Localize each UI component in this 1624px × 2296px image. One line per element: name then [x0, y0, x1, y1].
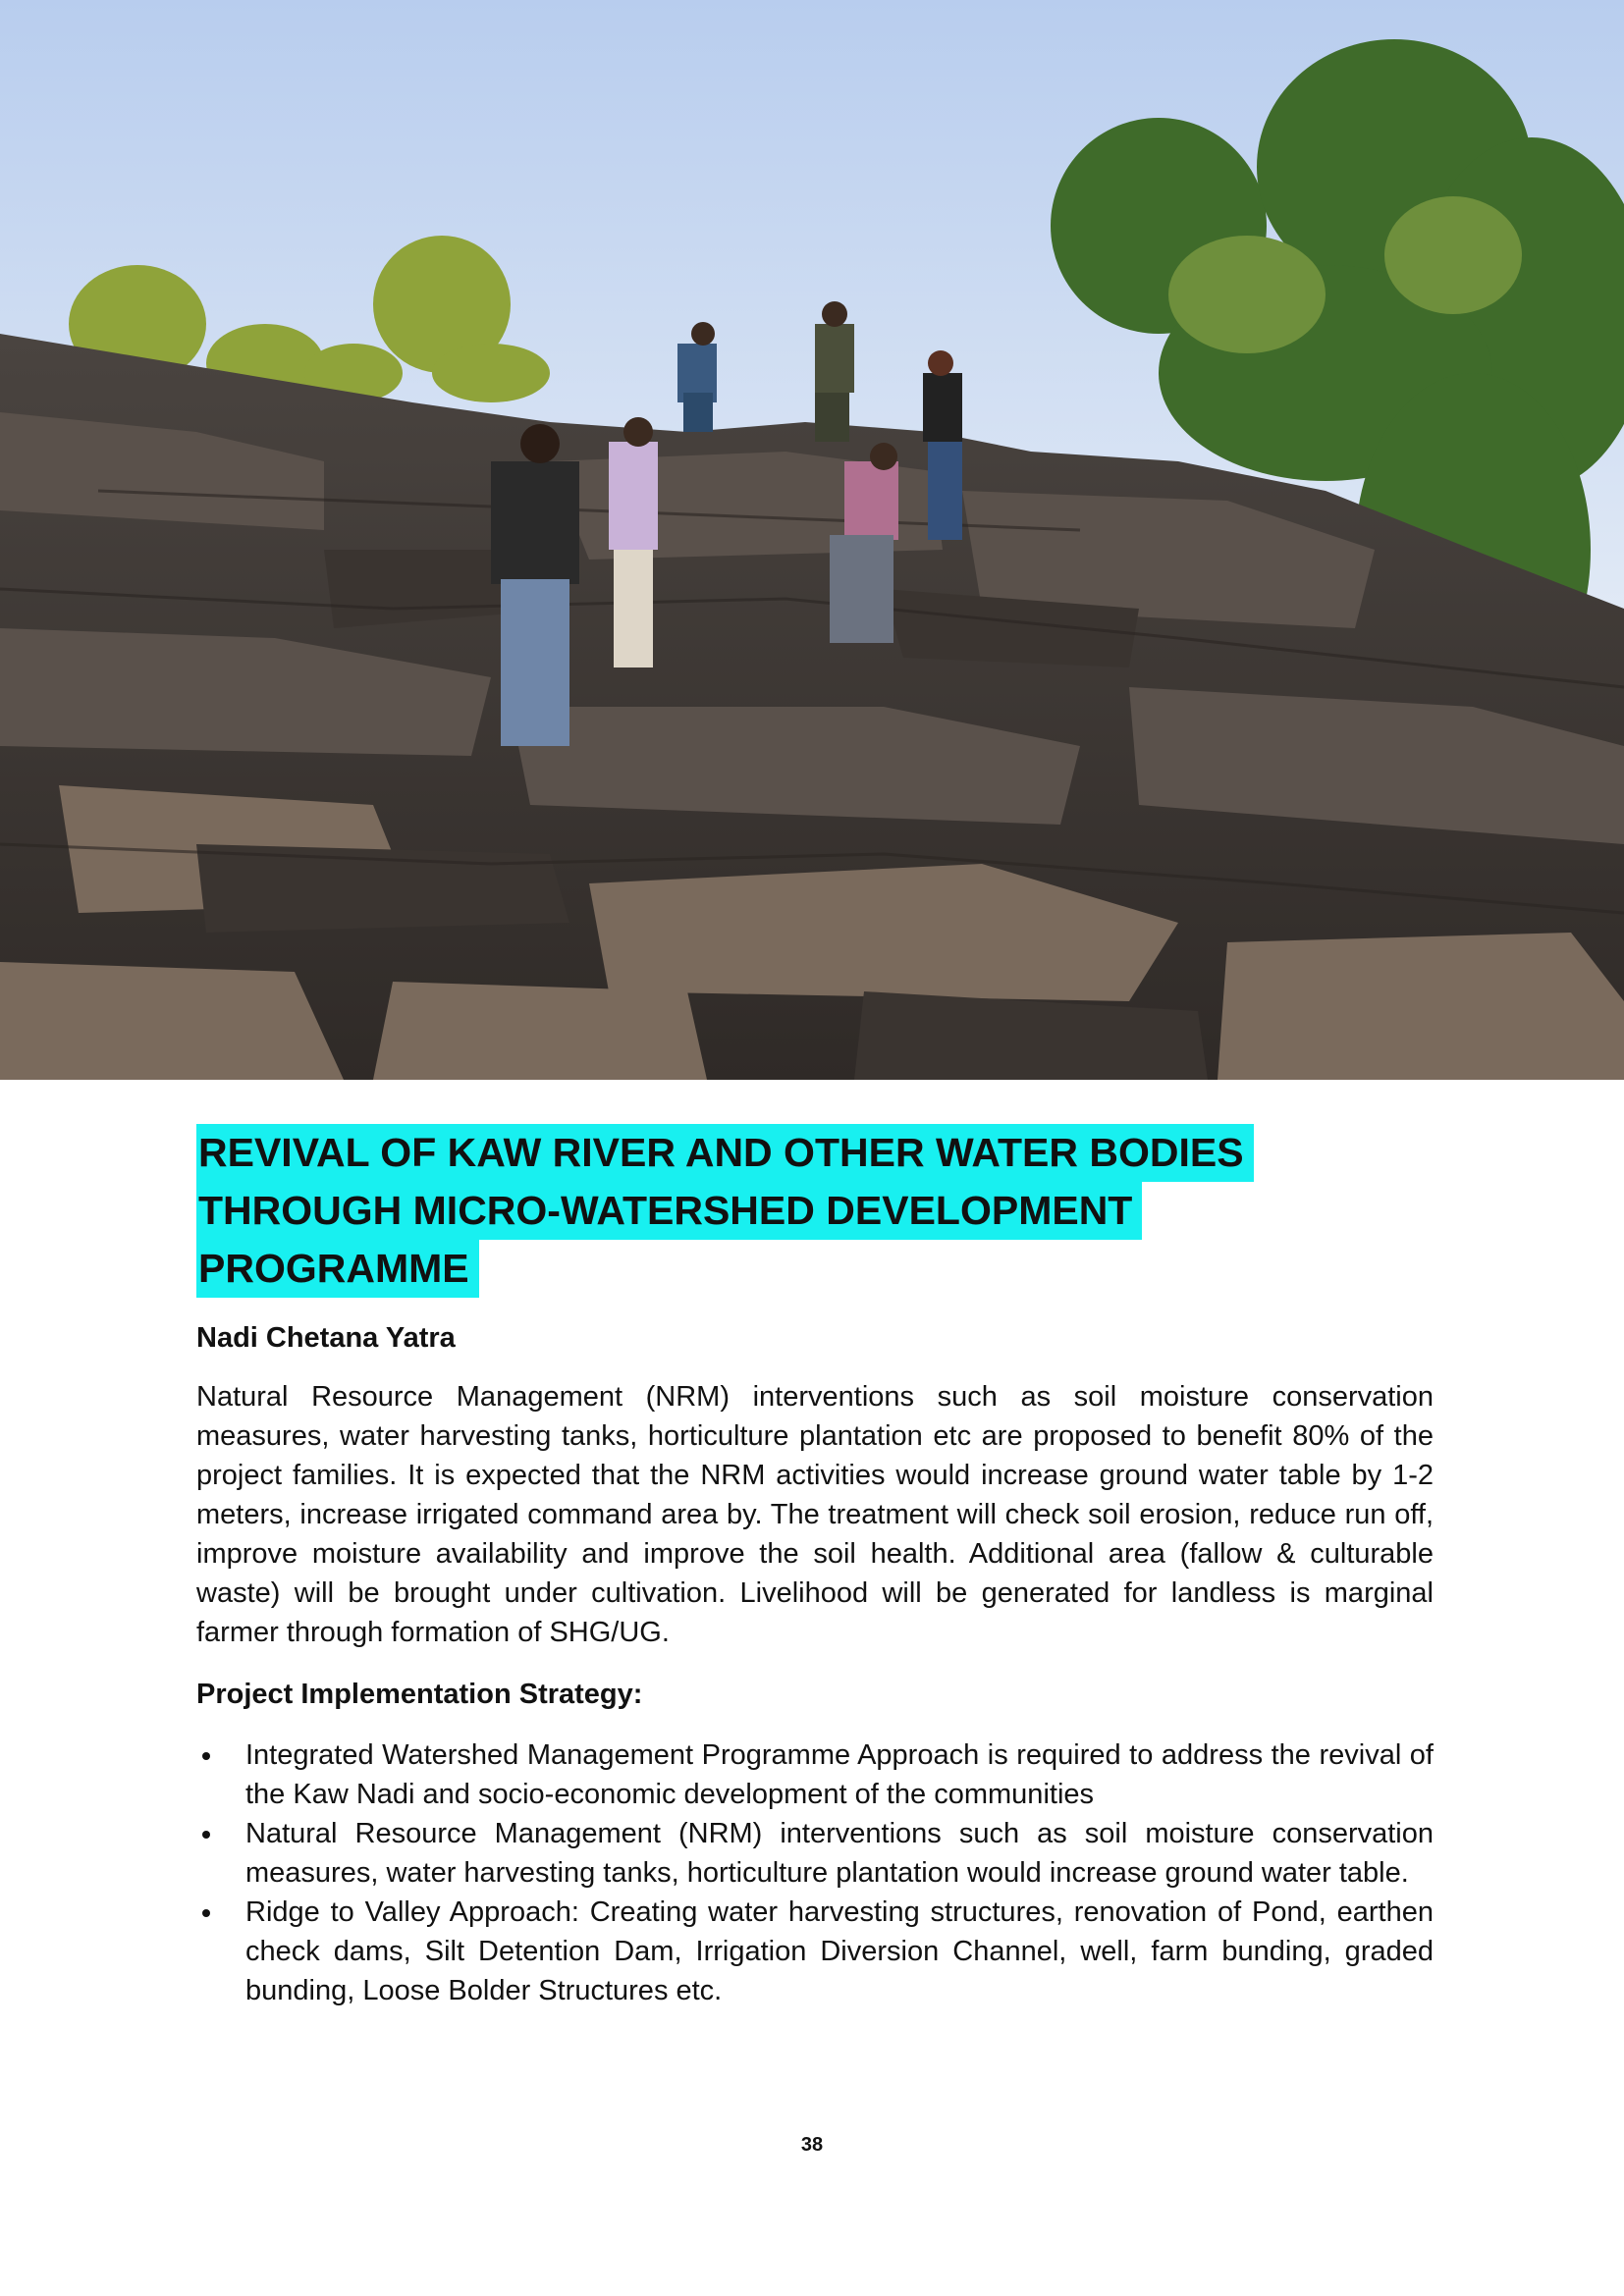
bullet-dot-icon — [202, 1831, 210, 1839]
bullet-text: Natural Resource Management (NRM) interventions such as soil moisture conservation measures, water harvesting tanks, horticulture plantation would increase ground water table. — [245, 1818, 1434, 1889]
bullet-text: Integrated Watershed Management Programme Approach is required to address the revival of the Kaw Nadi and socio-economic development of the communities — [245, 1739, 1434, 1810]
section-subtitle: Nadi Chetana Yatra — [196, 1322, 456, 1354]
title-line-3: PROGRAMME — [196, 1240, 479, 1298]
bullet-dot-icon — [202, 1752, 210, 1760]
strategy-bullet-list — [196, 1735, 1434, 2010]
strategy-heading: Project Implementation Strategy: — [196, 1679, 643, 1710]
title-line-2: THROUGH MICRO-WATERSHED DEVELOPMENT — [196, 1182, 1142, 1240]
bullet-item — [196, 1814, 1434, 1893]
body-paragraph: Natural Resource Management (NRM) interventions such as soil moisture conservation measures, water harvesting tanks, horticulture plantation etc are proposed to benefit 80% of the project families. It is expected that the NRM activities would increase ground water table by 1-2 meters, increase irrigated command area by. The treatment will check soil erosion, reduce run off, improve moisture availability and improve the soil health. Additional area (fallow & culturable waste) will be brought under cultivation. Livelihood will be generated for landless is marginal farmer through formation of SHG/UG. — [196, 1381, 1434, 1648]
page-title — [196, 1124, 1443, 1298]
title-line-1: REVIVAL OF KAW RIVER AND OTHER WATER BODIES — [196, 1124, 1254, 1182]
header-photo-people-climbing-rocks — [0, 0, 1624, 1080]
bullet-dot-icon — [202, 1909, 210, 1917]
bullet-item — [196, 1735, 1434, 1814]
bullet-text: Ridge to Valley Approach: Creating water harvesting structures, renovation of Pond, earthen check dams, Silt Detention Dam, Irrigation Diversion Channel, well, farm bunding, graded bunding, Loose Bolder Structures etc. — [245, 1896, 1434, 2006]
bullet-item — [196, 1893, 1434, 2010]
page-number: 38 — [800, 2134, 824, 2156]
